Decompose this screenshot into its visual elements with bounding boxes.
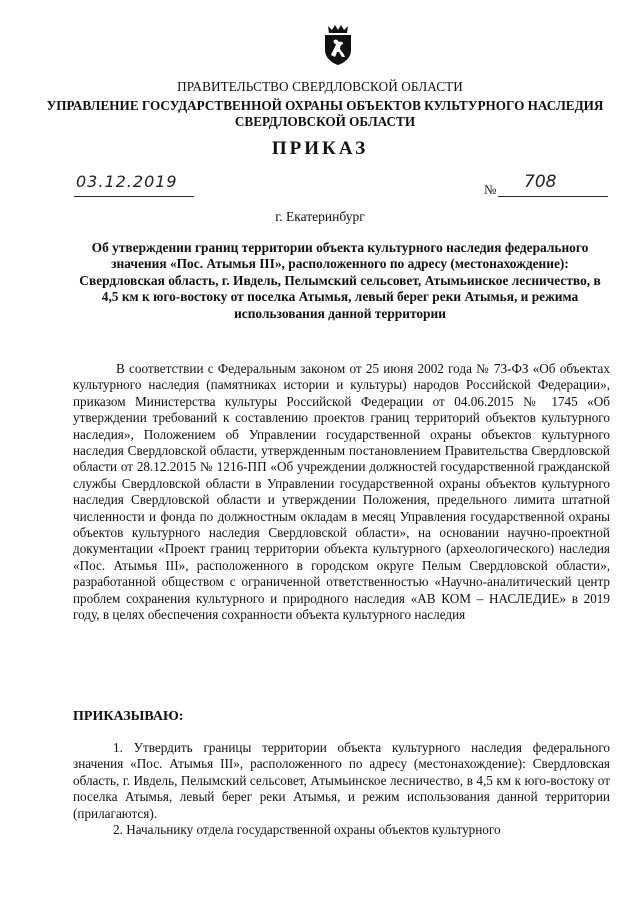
government-name: ПРАВИТЕЛЬСТВО СВЕРДЛОВСКОЙ ОБЛАСТИ <box>177 79 463 94</box>
order-item-1: 1. Утвердить границы территории объекта культурного наследия федерального значения «Пос. Атымья III», расположенного по адресу (местонахождение): Свердловская область, г. Ивдель, Пелымский сельсовет, Атымьинское лесничество, в 4,5 км к юго-востоку от поселка Атымья, левый берег реки Атымья, и режим использования данной территории (прилагаются). <box>73 740 610 821</box>
order-word: ПРИКАЗЫВАЮ: <box>73 709 184 724</box>
department-name: УПРАВЛЕНИЕ ГОСУДАРСТВЕННОЙ ОХРАНЫ ОБЪЕКТОВ КУЛЬТУРНОГО НАСЛЕДИЯ СВЕРДЛОВСКОЙ ОБЛАСТИ <box>46 98 604 129</box>
order-item-2: 2. Начальнику отдела государственной охраны объектов культурного <box>113 822 501 837</box>
order-heading: Об утверждении границ территории объекта культурного наследия федерального значения «Пос. Атымья III», расположенного по адресу (местонахождение): Свердловская область, г. Ивдель, Пелымский сельсовет, Атымьинское лесничество, в 4,5 км к юго-востоку от поселка Атымья, левый берег реки Атымья, и режима использования данной территории <box>79 240 601 321</box>
handwritten-number: 708 <box>524 172 557 192</box>
number-label: № <box>484 182 497 197</box>
document-type-title: ПРИКАЗ <box>271 138 369 159</box>
preamble-paragraph: В соответствии с Федеральным законом от 25 июня 2002 года № 73-ФЗ «Об объектах культурного наследия (памятниках истории и культуры) народов Российской Федерации», приказом Министерства культуры Российской Федерации от 04.06.2015 № 1745 «Об утверждении требований к составлению проектов границ территорий объектов культурного наследия», Положением об Управлении государственной охраны объектов культурного наследия Свердловской области, утвержденным постановлением Правительства Свердловской области от 28.12.2015 № 1216-ПП «Об учреждении должностей государственной гражданской службы Свердловской области в Управлении государственной охраны объектов культурного наследия Свердловской области и утверждении Положения, предельного лимита штатной численности и фонда по должностным окладам в месяц Управления государственной охраны объектов культурного наследия Свердловской области», на основании научно-проектной документации «Проект границ территории объекта культурного (археологического) наследия «Пос. Атымья III», расположенного в городском округе Пелым Свердловской области», разработанной обществом с ограниченной ответственностью «Научно-аналитический центр проблем сохранения культурного и природного наследия «АВ КОМ – НАСЛЕДИЕ» в 2019 году, в целях обеспечения сохранности объекта культурного наследия <box>73 361 610 623</box>
date-field <box>74 172 194 197</box>
sverdlovsk-coat-of-arms-icon <box>322 22 354 66</box>
handwritten-date: 03.12.2019 <box>76 172 178 191</box>
number-field <box>498 172 608 197</box>
city-line: г. Екатеринбург <box>275 209 365 224</box>
